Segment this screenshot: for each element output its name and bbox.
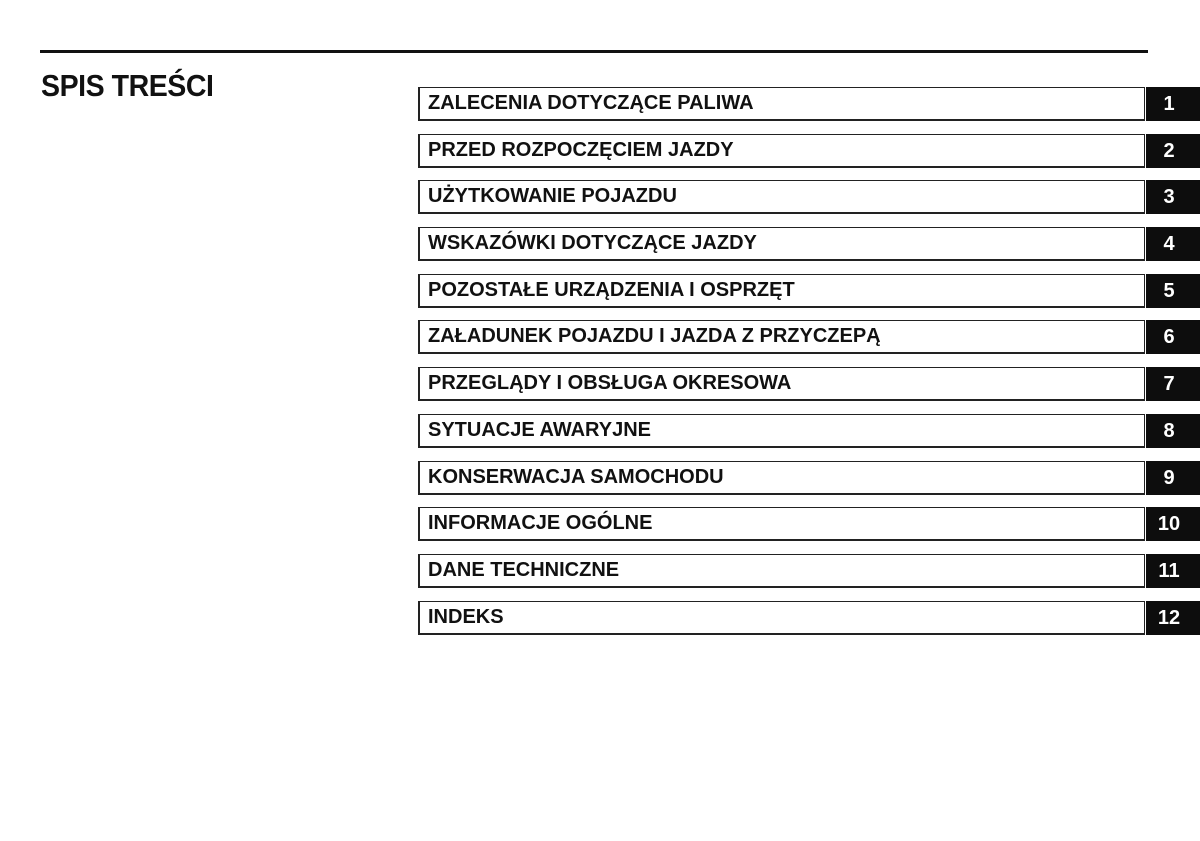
toc-entry-box [418,601,1145,635]
chapter-number: 4 [1163,233,1175,256]
toc-item-index[interactable] [418,601,1200,635]
top-rule [40,50,1148,53]
table-of-contents [418,87,1200,647]
page-title: SPIS TREŚCI [41,68,214,103]
chapter-number: 10 [1157,513,1181,536]
toc-entry-label: ZAŁADUNEK POJAZDU I JAZDA Z PRZYCZEPĄ [428,325,881,348]
toc-item-emergencies[interactable] [418,414,1200,448]
chapter-tab[interactable] [1146,461,1200,495]
toc-entry-label: UŻYTKOWANIE POJAZDU [428,185,677,208]
toc-item-inspection-maintenance[interactable] [418,367,1200,401]
chapter-number: 5 [1163,279,1175,302]
toc-item-operating-vehicle[interactable] [418,180,1200,214]
toc-entry-label: WSKAZÓWKI DOTYCZĄCE JAZDY [428,232,757,255]
toc-item-fuel-recommendations[interactable] [418,87,1200,121]
chapter-number: 12 [1157,606,1181,629]
toc-entry-label: ZALECENIA DOTYCZĄCE PALIWA [428,92,754,114]
toc-item-general-information[interactable] [418,507,1200,541]
toc-entry-label: DANE TECHNICZNE [428,558,620,581]
toc-entry-label: INDEKS [428,605,504,628]
toc-entry-label: INFORMACJE OGÓLNE [428,512,653,535]
toc-entry-label: SYTUACJE AWARYJNE [428,418,652,441]
chapter-tab[interactable] [1146,134,1200,168]
toc-item-driving-tips[interactable] [418,227,1200,261]
chapter-number: 6 [1163,326,1175,349]
chapter-tab[interactable] [1146,320,1200,354]
chapter-number: 7 [1163,373,1175,396]
chapter-tab[interactable] [1146,507,1200,541]
chapter-tab[interactable] [1146,180,1200,214]
chapter-tab[interactable] [1146,554,1200,588]
toc-entry-label: PRZEGLĄDY I OBSŁUGA OKRESOWA [428,372,792,395]
toc-entry-label: POZOSTAŁE URZĄDZENIA I OSPRZĘT [428,278,795,301]
toc-item-loading-towing[interactable] [418,320,1200,354]
chapter-tab[interactable] [1146,274,1200,308]
chapter-tab[interactable] [1146,227,1200,261]
chapter-number: 3 [1163,186,1175,209]
chapter-tab[interactable] [1146,601,1200,635]
chapter-number: 8 [1163,419,1175,442]
toc-entry-label: KONSERWACJA SAMOCHODU [428,465,724,488]
chapter-tab[interactable] [1146,414,1200,448]
toc-item-technical-data[interactable] [418,554,1200,588]
chapter-number: 1 [1163,93,1175,115]
chapter-tab[interactable] [1146,87,1200,121]
chapter-number: 9 [1163,466,1175,489]
toc-item-car-care[interactable] [418,461,1200,495]
toc-item-other-equipment[interactable] [418,274,1200,308]
chapter-number: 11 [1158,559,1180,582]
toc-item-before-driving[interactable] [418,134,1200,168]
chapter-tab[interactable] [1146,367,1200,401]
toc-entry-label: PRZED ROZPOCZĘCIEM JAZDY [428,138,734,161]
chapter-number: 2 [1163,139,1175,162]
